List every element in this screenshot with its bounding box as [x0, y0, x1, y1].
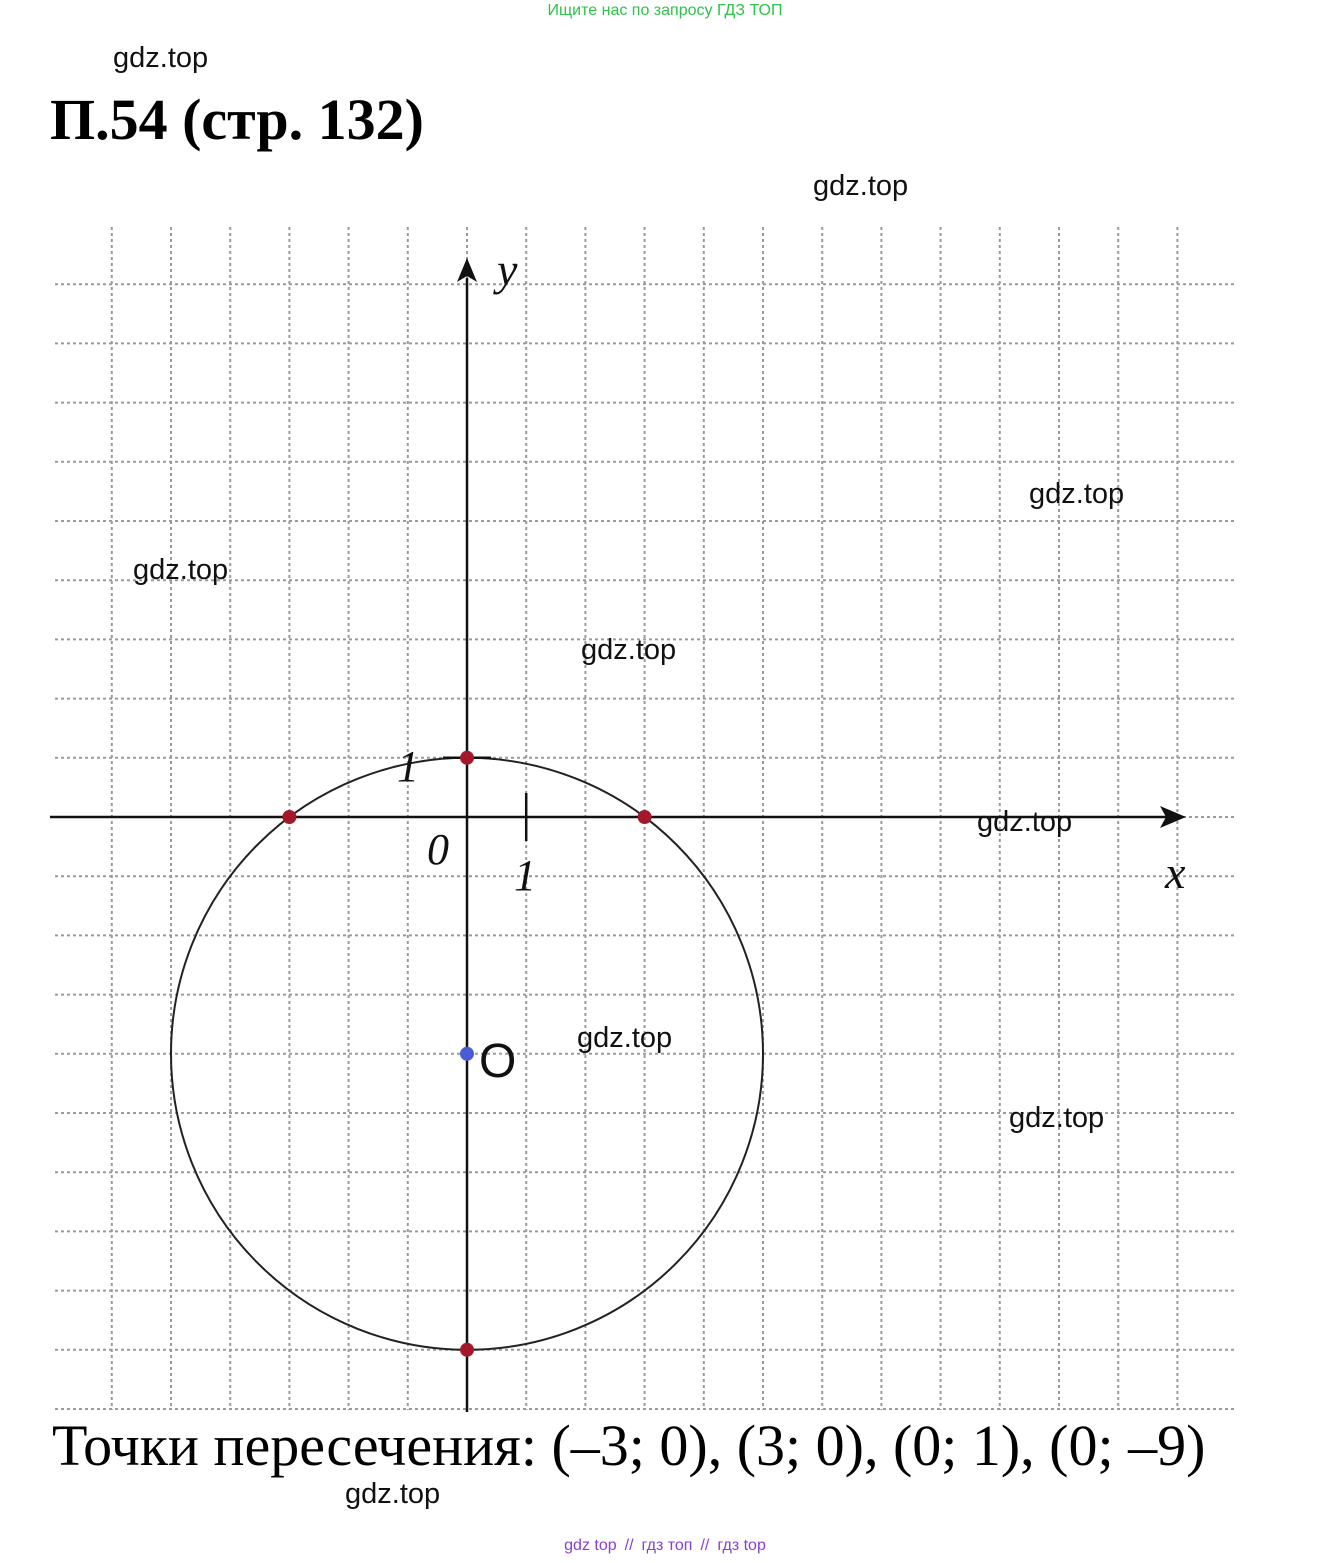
y-axis-label: y: [497, 244, 518, 295]
watermark: gdz.top: [977, 806, 1073, 838]
answer-text: Точки пересечения: (–3; 0), (3; 0), (0; 1), (0; –9): [52, 1413, 1206, 1478]
footer-link[interactable]: гдз top: [717, 1537, 766, 1554]
x-axis-label: x: [1165, 847, 1186, 898]
watermark: gdz.top: [813, 170, 909, 202]
labels-layer: [397, 244, 1186, 1088]
watermark: gdz.top: [581, 634, 677, 666]
watermark: gdz.top: [1029, 478, 1125, 510]
intersection-point: [460, 751, 474, 765]
footer-separator: //: [624, 1537, 634, 1554]
intersection-point: [282, 810, 296, 824]
watermark: gdz.top: [345, 1478, 441, 1510]
watermark: gdz.top: [113, 42, 209, 74]
watermark: gdz.top: [577, 1022, 673, 1054]
footer-link[interactable]: gdz top: [564, 1537, 617, 1554]
footer-link[interactable]: гдз топ: [641, 1537, 693, 1554]
circle-center-point: [460, 1047, 474, 1061]
top-banner[interactable]: Ищите нас по запросу ГДЗ ТОП: [547, 2, 783, 19]
x-unit-tick-label: 1: [514, 851, 536, 900]
center-point-label: O: [479, 1035, 517, 1088]
footer-links: [0, 1537, 1330, 1555]
footer-separator: //: [700, 1537, 710, 1554]
intersection-point: [460, 1343, 474, 1357]
exercise-heading: П.54 (стр. 132): [50, 87, 424, 152]
origin-label: 0: [427, 825, 449, 874]
y-unit-tick-label: 1: [397, 742, 419, 791]
watermark: gdz.top: [133, 554, 229, 586]
watermark: gdz.top: [1009, 1102, 1105, 1134]
intersection-point: [638, 810, 652, 824]
